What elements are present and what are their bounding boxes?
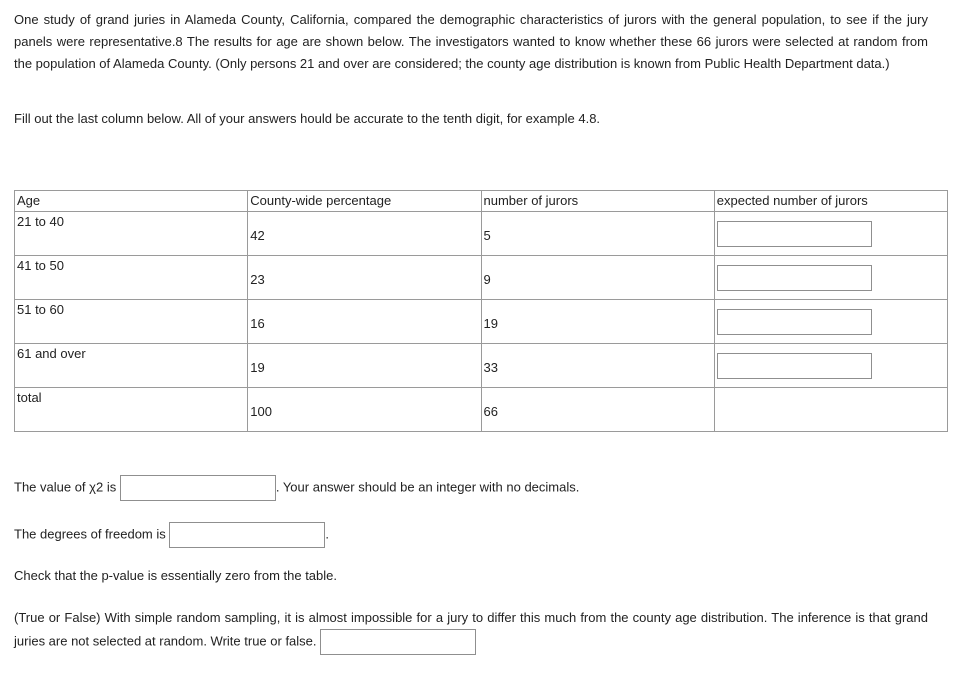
header-county-percentage: County-wide percentage [248,191,481,212]
age-label: 41 to 50 [17,258,64,273]
true-false-question [14,606,928,655]
age-label: 61 and over [17,346,86,361]
chi-square-suffix: . Your answer should be an integer with no decimals. [275,479,580,495]
total-percentage: 100 [250,404,272,419]
total-expected-cell [714,388,947,432]
juror-count: 5 [483,228,491,243]
juror-count: 19 [483,316,498,331]
county-percentage: 23 [250,272,265,287]
juror-table [14,190,948,432]
expected-input-41-50[interactable] [717,265,872,291]
table-row-total [15,388,948,432]
table-row [15,212,948,256]
header-age: Age [15,191,248,212]
county-percentage: 42 [250,228,265,243]
age-label: 51 to 60 [17,302,64,317]
p-value-note: Check that the p-value is essentially zero from the table. [14,568,337,583]
header-expected-number: expected number of jurors [714,191,947,212]
dof-suffix: . [325,526,329,542]
expected-input-61-over[interactable] [717,353,872,379]
table-row [15,344,948,388]
table-header-row [15,191,948,212]
chi-square-prefix: The value of χ2 is [14,479,117,495]
instruction-text: Fill out the last column below. All of your answers hould be accurate to the tenth digit, for example 4.8. [14,111,601,126]
total-jurors: 66 [483,404,498,419]
county-percentage: 19 [250,360,265,375]
problem-statement: One study of grand juries in Alameda County, California, compared the demographic characteristics of jurors with the general population, to see if the jury panels were representative.8 The results for age are shown below. The investigators wanted to know whether these 66 jurors were selected at random from the population of Alameda County. (Only persons 21 and over are considered; the county age distribution is known from Public Health Department data.) [14,12,928,71]
header-number-of-jurors: number of jurors [481,191,714,212]
degrees-of-freedom-question [14,522,329,548]
degrees-of-freedom-input[interactable] [169,522,325,548]
dof-prefix: The degrees of freedom is [14,526,166,542]
table-row [15,300,948,344]
total-label: total [17,390,42,405]
juror-count: 9 [483,272,491,287]
county-percentage: 16 [250,316,265,331]
juror-count: 33 [483,360,498,375]
age-label: 21 to 40 [17,214,64,229]
table-row [15,256,948,300]
chi-square-question [14,475,579,501]
expected-input-21-40[interactable] [717,221,872,247]
chi-square-input[interactable] [120,475,276,501]
true-false-input[interactable] [320,629,476,655]
expected-input-51-60[interactable] [717,309,872,335]
true-false-text: (True or False) With simple random sampling, it is almost impossible for a jury to differ this much from the county age distribution. The inference is that grand juries are not selected at random. Write true or false. [14,610,928,649]
